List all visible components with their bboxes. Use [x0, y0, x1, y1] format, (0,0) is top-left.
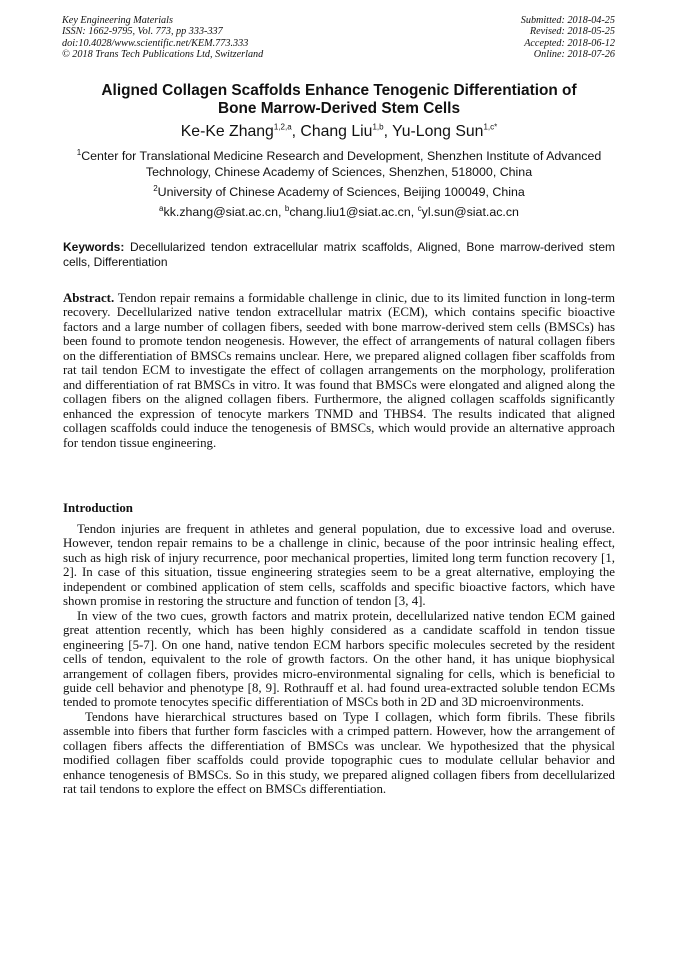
paragraph: Tendon injuries are frequent in athletes and general population, due to excessive load and overuse. However, tendon repair remains to be a challenge in clinic, because of the poor intrinsic healing effect, such as high risk of injury recurrence, poor mechanical properties, limited long term function recovery [1, 2]. In case of this situation, tissue engineering strategies seem to be a great alternative, employing the independent or combined application of stem cells, scaffolds and specific bioactive factors, which have shown promise in restoring the structure and function of tendon [3, 4].: [63, 522, 615, 609]
issn-line: ISSN: 1662-9795, Vol. 773, pp 333-337: [62, 26, 223, 38]
keywords-label: Keywords:: [63, 240, 125, 254]
affiliation-2: [58, 185, 620, 201]
doi-line: doi:10.4028/www.scientific.net/KEM.773.333: [62, 37, 249, 49]
title-line-2: Bone Marrow-Derived Stem Cells: [217, 100, 461, 117]
author-sup: 1,2,a: [273, 122, 292, 132]
email-text: kk.zhang@siat.ac.cn,: [163, 205, 285, 219]
affiliation-text: University of Chinese Academy of Sciences, Beijing 100049, China: [157, 185, 525, 199]
abstract-text: Tendon repair remains a formidable challenge in clinic, due to its limited function in long-term recovery. Decellularized native tendon extracellular matrix (ECM), which contains specific bioactive factors and a large number of collagen fibers, seeded with bone marrow-derived stem cells (BMSCs) has been found to promote tendon neogenesis. However, the effect of arrangements of natural collagen fibers on the differentiation of BMSCs remains unclear. Here, we prepared aligned collagen fiber scaffolds from rat tail tendon ECM to investigate the effect of collagen arrangements on the morphology, proliferation and differentiation of rat BMSCs in vitro. It was found that BMSCs were elongated and aligned along the collagen fibers on the aligned collagen fibers. Furthermore, the aligned collagen scaffolds significantly enhanced the expression of tenocyte markers TNMD and THBS4. The results indicated that aligned collagen scaffolds could induce the tenogenesis of BMSCs, which would provide an alternative approach for tendon tissue engineering.: [63, 291, 615, 450]
journal-name: Key Engineering Materials: [62, 15, 173, 26]
affiliation-sup: 2: [153, 183, 158, 193]
introduction-body: [63, 522, 615, 797]
author-name: Ke-Ke Zhang: [180, 123, 274, 140]
author-emails: [58, 205, 620, 221]
author-name: Chang Liu: [300, 123, 373, 140]
affiliation-1: [58, 149, 620, 180]
submission-dates: [521, 15, 615, 61]
email-text: yl.sun@siat.ac.cn: [421, 205, 519, 219]
paragraph: In view of the two cues, growth factors and matrix protein, decellularized native tendon ECM gained great attention recently, which has been highly considered as a candidate scaffold in tendon tissue engineering [5-7]. On one hand, native tendon ECM harbors specific molecules secreted by the resident cells of tendon, equivalent to the role of growth factors. On the other hand, it has unique biophysical arrangement of collagen fibers, provides micro-environmental signaling for cells, which is beneficial to guide cell behavior and phenotype [8, 9]. Rothrauff et al. had found urea-extracted soluble tendon ECMs tended to promote tenocytes specific differentiation of MSCs both in 2D and 3D microenvironments.: [63, 608, 615, 710]
online-date: Online: 2018-07-26: [533, 49, 615, 61]
revised-date: Revised: 2018-05-25: [529, 26, 615, 38]
author-list: [40, 122, 638, 142]
abstract-label: Abstract.: [63, 291, 115, 305]
keywords: [63, 240, 615, 269]
author-sup: 1,c*: [483, 122, 498, 132]
copyright-line: © 2018 Trans Tech Publications Ltd, Switzerland: [62, 49, 264, 61]
affiliation-text: Center for Translational Medicine Research and Development, Shenzhen Institute of Advanced Technology, Chinese Academy of Sciences, Shenzhen, 518000, China: [81, 149, 602, 179]
affiliation-sup: 1: [76, 147, 82, 157]
journal-info: [62, 15, 263, 61]
email-sup: b: [284, 203, 290, 213]
author-separator: ,: [291, 123, 301, 140]
author-sup: 1,b: [372, 122, 384, 132]
author-separator: ,: [383, 123, 393, 140]
email-text: chang.liu1@siat.ac.cn,: [289, 205, 418, 219]
paper-title: [40, 82, 638, 118]
section-heading-introduction: Introduction: [63, 501, 133, 515]
abstract: [63, 291, 615, 450]
email-sup: c: [417, 203, 422, 213]
submitted-date: Submitted: 2018-04-25: [520, 15, 615, 26]
paragraph: Tendons have hierarchical structures based on Type I collagen, which form fibrils. These fibrils assemble into fibers that further form fascicles with a crimped pattern. However, how the arrangement of collagen fibers affects the differentiation of BMSCs was unclear. We hypothesized that the physical modified collagen fiber scaffolds could provide topographic cues to modulate cellular behavior and enhance tenogenesis of BMSCs. So in this study, we prepared aligned collagen fibers from decellularized rat tail tendons to explore the effect on BMSCs differentiation.: [63, 709, 615, 797]
title-line-1: Aligned Collagen Scaffolds Enhance Tenogenic Differentiation of: [101, 82, 577, 99]
author-name: Yu-Long Sun: [392, 123, 484, 140]
accepted-date: Accepted: 2018-06-12: [524, 37, 615, 49]
keywords-text: Decellularized tendon extracellular matrix scaffolds, Aligned, Bone marrow-derived stem cells, Differentiation: [63, 240, 615, 269]
email-sup: a: [159, 203, 164, 213]
